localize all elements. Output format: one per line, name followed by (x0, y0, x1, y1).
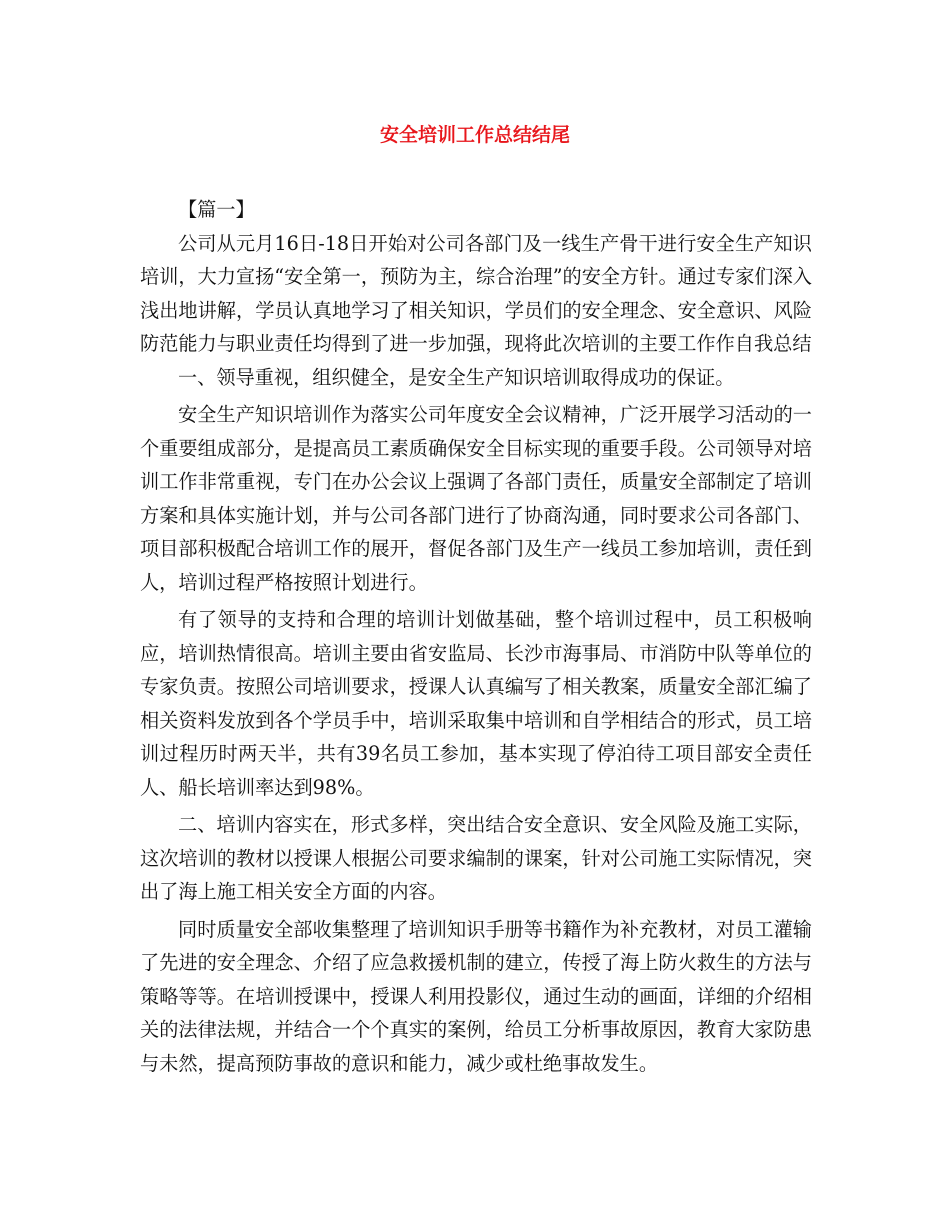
paragraph-leadership: 安全生产知识培训作为落实公司年度安全会议精神，广泛开展学习活动的一个重要组成部分，是提高员工素质确保安全目标实现的重要手段。公司领导对培训工作非常重视，专门在办公会议上强调了各部门责任，质量安全部制定了培训方案和具体实施计划，并与公司各部门进行了协商沟通，同时要求公司各部门、项目部积极配合培训工作的展开，督促各部门及生产一线员工参加培训，责任到人，培训过程严格按照计划进行。 (140, 403, 812, 594)
section-label: 【篇一】 (178, 198, 255, 221)
paragraph-supplementary-materials: 同时质量安全部收集整理了培训知识手册等书籍作为补充教材，对员工灌输了先进的安全理念、介绍了应急救援机制的建立，传授了海上防火救生的方法与策略等等。在培训授课中，授课人利用投影仪，通过生动的画面，详细的介绍相关的法律法规，并结合一个个真实的案例，给员工分析事故原因，教育大家防患与未然，提高预防事故的意识和能力，减少或杜绝事故发生。 (140, 917, 812, 1075)
paragraph-training-process: 有了领导的支持和合理的培训计划做基础，整个培训过程中，员工积极响应，培训热情很高。培训主要由省安监局、长沙市海事局、市消防中队等单位的专家负责。按照公司培训要求，授课人认真编写了相关教案，质量安全部汇编了相关资料发放到各个学员手中，培训采取集中培训和自学相结合的形式，员工培训过程历时两天半，共有39名员工参加，基本实现了停泊待工项目部安全责任人、船长培训率达到98%。 (140, 608, 812, 799)
paragraph-heading-1: 一、领导重视，组织健全，是安全生产知识培训取得成功的保证。 (178, 365, 735, 389)
document-title: 安全培训工作总结结尾 (379, 124, 570, 146)
document-body (140, 193, 812, 1080)
paragraph-intro: 公司从元月16日-18日开始对公司各部门及一线生产骨干进行安全生产知识培训，大力宣扬“安全第一，预防为主，综合治理”的安全方针。通过专家们深入浅出地讲解，学员认真地学习了相关知识，学员们的安全理念、安全意识、风险防范能力与职业责任均得到了进一步加强，现将此次培训的主要工作作自我总结 (140, 231, 812, 355)
paragraph-heading-2: 二、培训内容实在，形式多样，突出结合安全意识、安全风险及施工实际，这次培训的教材以授课人根据公司要求编制的课案，针对公司施工实际情况，突出了海上施工相关安全方面的内容。 (140, 813, 812, 903)
